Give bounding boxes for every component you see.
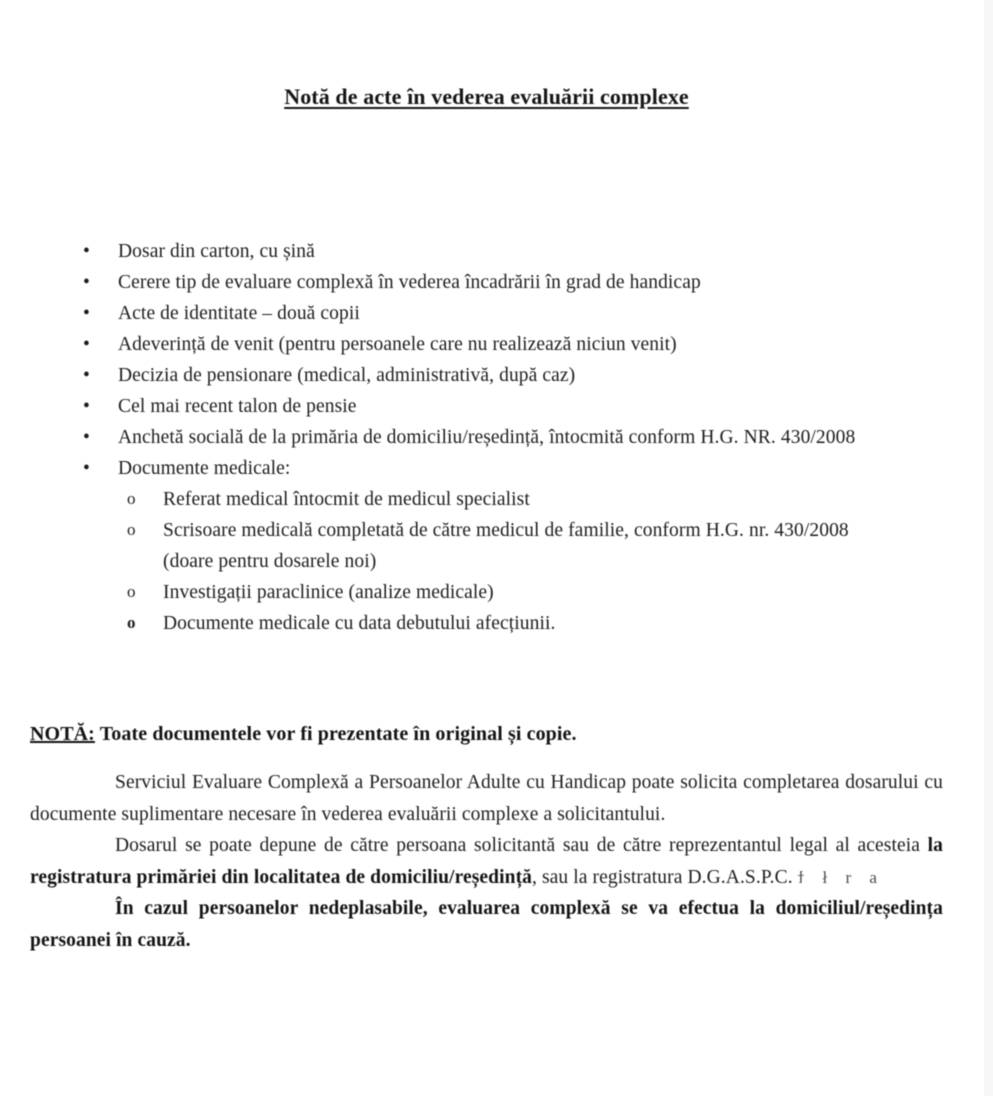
page-edge-strip xyxy=(984,0,993,1096)
list-item: • Cerere tip de evaluare complexă în vederea încadrării în grad de handicap xyxy=(30,267,943,298)
paragraph-service-request: Serviciul Evaluare Complexă a Persoanelor Adulte cu Handicap poate solicita completarea dosarului cu documente suplimentare necesare în vederea evaluării complexe a solicitantului. xyxy=(30,772,943,825)
paragraph-filing-bold: la registratura primăriei din localitatea de domiciliu/reședință xyxy=(30,835,943,888)
paragraph-filing-location xyxy=(30,830,943,893)
paragraph-home-evaluation: În cazul persoanelor nedeplasabile, evaluarea complexă se va efectua la domiciliul/reședința persoanei în cauză. xyxy=(30,898,943,951)
sublist-item: o Referat medical întocmit de medicul specialist xyxy=(30,484,943,515)
nota-label: NOTĂ: xyxy=(30,723,95,745)
list-item: • Acte de identitate – două copii xyxy=(30,298,943,329)
list-item: • Dosar din carton, cu șină xyxy=(30,236,943,267)
list-item: • Decizia de pensionare (medical, administrativă, după caz) xyxy=(30,360,943,391)
document-title: Notă de acte în vederea evaluării complexe xyxy=(284,84,689,109)
sublist-item: o Documente medicale cu data debutului afecțiunii. xyxy=(30,608,943,639)
sublist-item: o Investigații paraclinice (analize medicale) xyxy=(30,577,943,608)
medical-documents-sublist xyxy=(30,484,943,639)
nota-line xyxy=(30,719,943,750)
paragraph-filing-normal1: Dosarul se poate depune de către persoana solicitantă sau de către reprezentantul legal al acesteia xyxy=(115,835,928,856)
list-item: • Documente medicale: xyxy=(30,453,943,484)
list-item: • Cel mai recent talon de pensie xyxy=(30,391,943,422)
sublist-item: o Scrisoare medicală completată de către medicul de familie, conform H.G. nr. 430/2008 (doare pentru dosarele noi) xyxy=(30,515,943,577)
nota-text: Toate documentele vor fi prezentate în original și copie. xyxy=(94,723,577,745)
paragraph-filing-normal2: , sau la registratura D.G.A.S.P.C. xyxy=(532,866,798,888)
list-item: • Anchetă socială de la primăria de domiciliu/reședință, întocmită conform H.G. NR. 430/2008 xyxy=(30,422,943,453)
list-item: • Adeverință de venit (pentru persoanele care nu realizează niciun venit) xyxy=(30,329,943,360)
garbled-stamp-text: ϯ ł r a xyxy=(797,867,884,887)
required-documents-list xyxy=(30,236,943,484)
